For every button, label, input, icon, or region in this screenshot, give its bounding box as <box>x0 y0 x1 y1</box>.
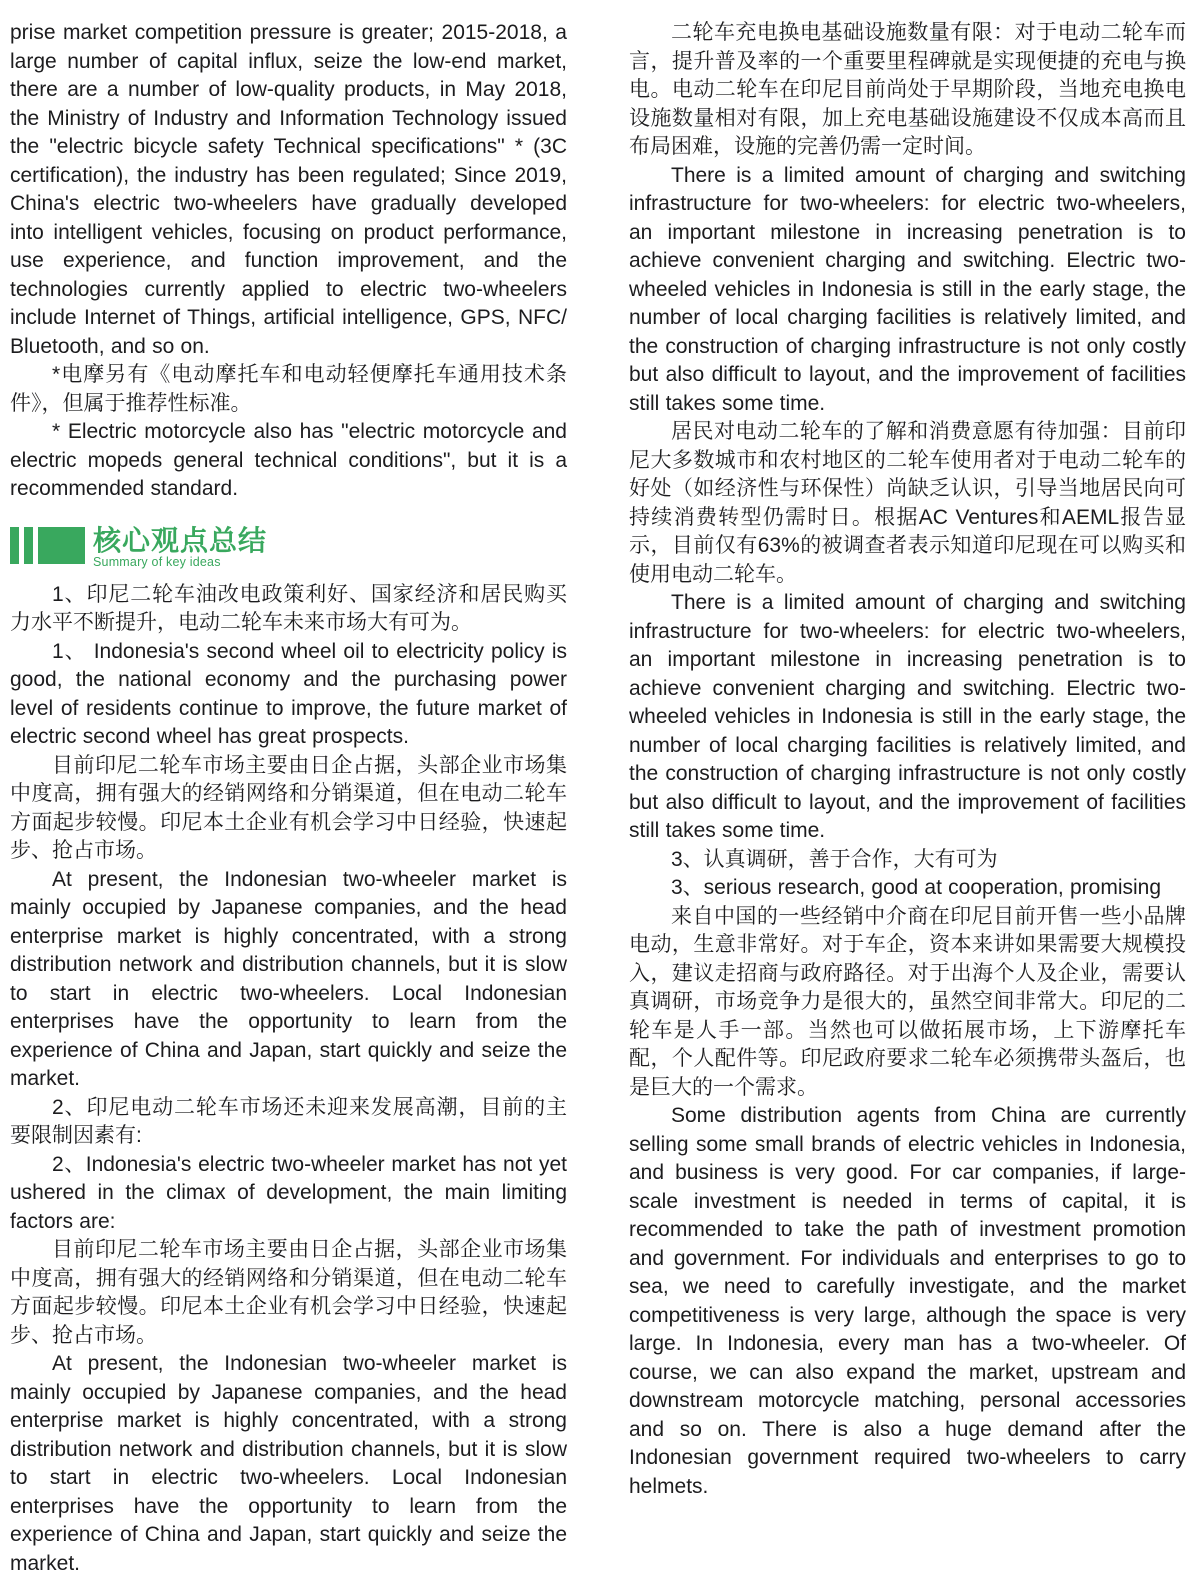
green-bar-thin-1 <box>10 527 19 564</box>
paragraph-zh: *电摩另有《电动摩托车和电动轻便摩托车通用技术条件》，但属于推荐性标准。 <box>10 363 567 415</box>
section-subtitle: Summary of key ideas <box>93 554 221 569</box>
section-header-titles <box>93 524 268 569</box>
paragraph-en: * Electric motorcycle also has "electric motorcycle and electric mopeds general technical conditions", but it is a recommended standard. <box>10 420 567 500</box>
paragraph-en: Some distribution agents from China are currently selling some small brands of electric vehicles in Indonesia, and business is very good. For car companies, if large-scale investment is needed in terms of capital, it is recommended to take the path of investment promotion and government. For individuals and enterprises to go to sea, we need to carefully investigate, and the market competitiveness is very large, although the space is very large. In Indonesia, every man has a two-wheeler. Of course, we can also expand the market, upstream and downstream motorcycle matching, personal accessories and so on. There is also a huge demand after the Indonesian government required two-wheelers to carry helmets. <box>629 1104 1186 1498</box>
paragraph-en: 3、serious research, good at cooperation, promising <box>671 876 1162 899</box>
paragraph-en: There is a limited amount of charging and switching infrastructure for two-wheelers: for electric two-wheelers, an important milestone in increasing penetration is to achieve convenient charging and switching. Electric two-wheeled vehicles in Indonesia is still in the early stage, the number of local charging facilities is relatively limited, and the construction of charging infrastructure is not only costly but also difficult to layout, and the improvement of facilities still takes some time. <box>629 591 1186 842</box>
paragraph-zh: 居民对电动二轮车的了解和消费意愿有待加强：目前印尼大多数城市和农村地区的二轮车使用者对于电动二轮车的好处（如经济性与环保性）尚缺乏认识，引导当地居民向可持续消费转型仍需时日。根据AC Ventures和AEML报告显示，目前仅有63%的被调查者表示知道印尼现在可以购买和使用电动二轮车。 <box>629 420 1186 586</box>
green-bar-wide <box>38 527 85 564</box>
green-bars-icon <box>10 527 93 564</box>
right-column <box>629 19 1186 1578</box>
paragraph-en: At present, the Indonesian two-wheeler market is mainly occupied by Japanese companies, and the head enterprise market is highly concentrated, with a strong distribution network and distribution channels, but it is slow to start in electric two-wheelers. Local Indonesian enterprises have the opportunity to learn from the experience of China and Japan, start quickly and seize the market. <box>10 867 567 1090</box>
paragraph-zh: 二轮车充电换电基础设施数量有限：对于电动二轮车而言，提升普及率的一个重要里程碑就是实现便捷的充电与换电。电动二轮车在印尼目前尚处于早期阶段，当地充电换电设施数量相对有限，加上充电基础设施建设不仅成本高而且布局困难，设施的完善仍需一定时间。 <box>629 21 1186 158</box>
paragraph-zh: 目前印尼二轮车市场主要由日企占据，头部企业市场集中度高，拥有强大的经销网络和分销渠道，但在电动二轮车方面起步较慢。印尼本土企业有机会学习中日经验，快速起步、抢占市场。 <box>10 753 567 862</box>
paragraph-en: prise market competition pressure is greater; 2015-2018, a large number of capital influx, seize the low-end market, there are a number of low-quality products, in May 2018, the Ministry of Industry and Information Technology issued the "electric bicycle safety Technical specifications" * (3C certification), the industry has been regulated; Since 2019, China's electric two-wheelers have gradually developed into intelligent vehicles, focusing on product performance, use experience, and function improvement, and the technologies currently applied to electric two-wheelers include Internet of Things, artificial intelligence, GPS, NFC/ Bluetooth, and so on. <box>10 21 567 358</box>
left-column <box>10 19 567 1578</box>
paragraph-zh: 1、印尼二轮车油改电政策利好、国家经济和居民购买力水平不断提升，电动二轮车未来市场大有可为。 <box>10 582 567 634</box>
green-bar-thin-2 <box>24 527 33 564</box>
paragraph-zh: 2、印尼电动二轮车市场还未迎来发展高潮，目前的主要限制因素有: <box>10 1095 567 1147</box>
paragraph-en: 2、Indonesia's electric two-wheeler market has not yet ushered in the climax of development, the main limiting factors are: <box>10 1152 567 1233</box>
paragraph-zh: 来自中国的一些经销中介商在印尼目前开售一些小品牌电动，生意非常好。对于车企，资本来讲如果需要大规模投入，建议走招商与政府路径。对于出海个人及企业，需要认真调研，市场竞争力是很大的，虽然空间非常大。印尼的二轮车是人手一部。当然也可以做拓展市场，上下游摩托车配，个人配件等。印尼政府要求二轮车必须携带头盔后，也是巨大的一个需求。 <box>629 904 1186 1099</box>
paragraph-en: 1、 Indonesia's second wheel oil to electricity policy is good, the national economy and the purchasing power level of residents continue to improve, the future market of electric second wheel has great prospects. <box>10 639 567 748</box>
paragraph-zh: 3、认真调研，善于合作，大有可为 <box>671 847 998 871</box>
paragraph-zh: 目前印尼二轮车市场主要由日企占据，头部企业市场集中度高，拥有强大的经销网络和分销渠道，但在电动二轮车方面起步较慢。印尼本土企业有机会学习中日经验，快速起步、抢占市场。 <box>10 1238 567 1347</box>
paragraph-en: There is a limited amount of charging and switching infrastructure for two-wheelers: for electric two-wheelers, an important milestone in increasing penetration is to achieve convenient charging and switching. Electric two-wheeled vehicles in Indonesia is still in the early stage, the number of local charging facilities is relatively limited, and the construction of charging infrastructure is not only costly but also difficult to layout, and the improvement of facilities still takes some time. <box>629 163 1186 415</box>
section-title: 核心观点总结 <box>93 524 268 556</box>
paragraph-en: At present, the Indonesian two-wheeler market is mainly occupied by Japanese companies, and the head enterprise market is highly concentrated, with a strong distribution network and distribution channels, but it is slow to start in electric two-wheelers. Local Indonesian enterprises have the opportunity to learn from the experience of China and Japan, start quickly and seize the market. <box>10 1352 567 1575</box>
section-header <box>10 524 567 569</box>
